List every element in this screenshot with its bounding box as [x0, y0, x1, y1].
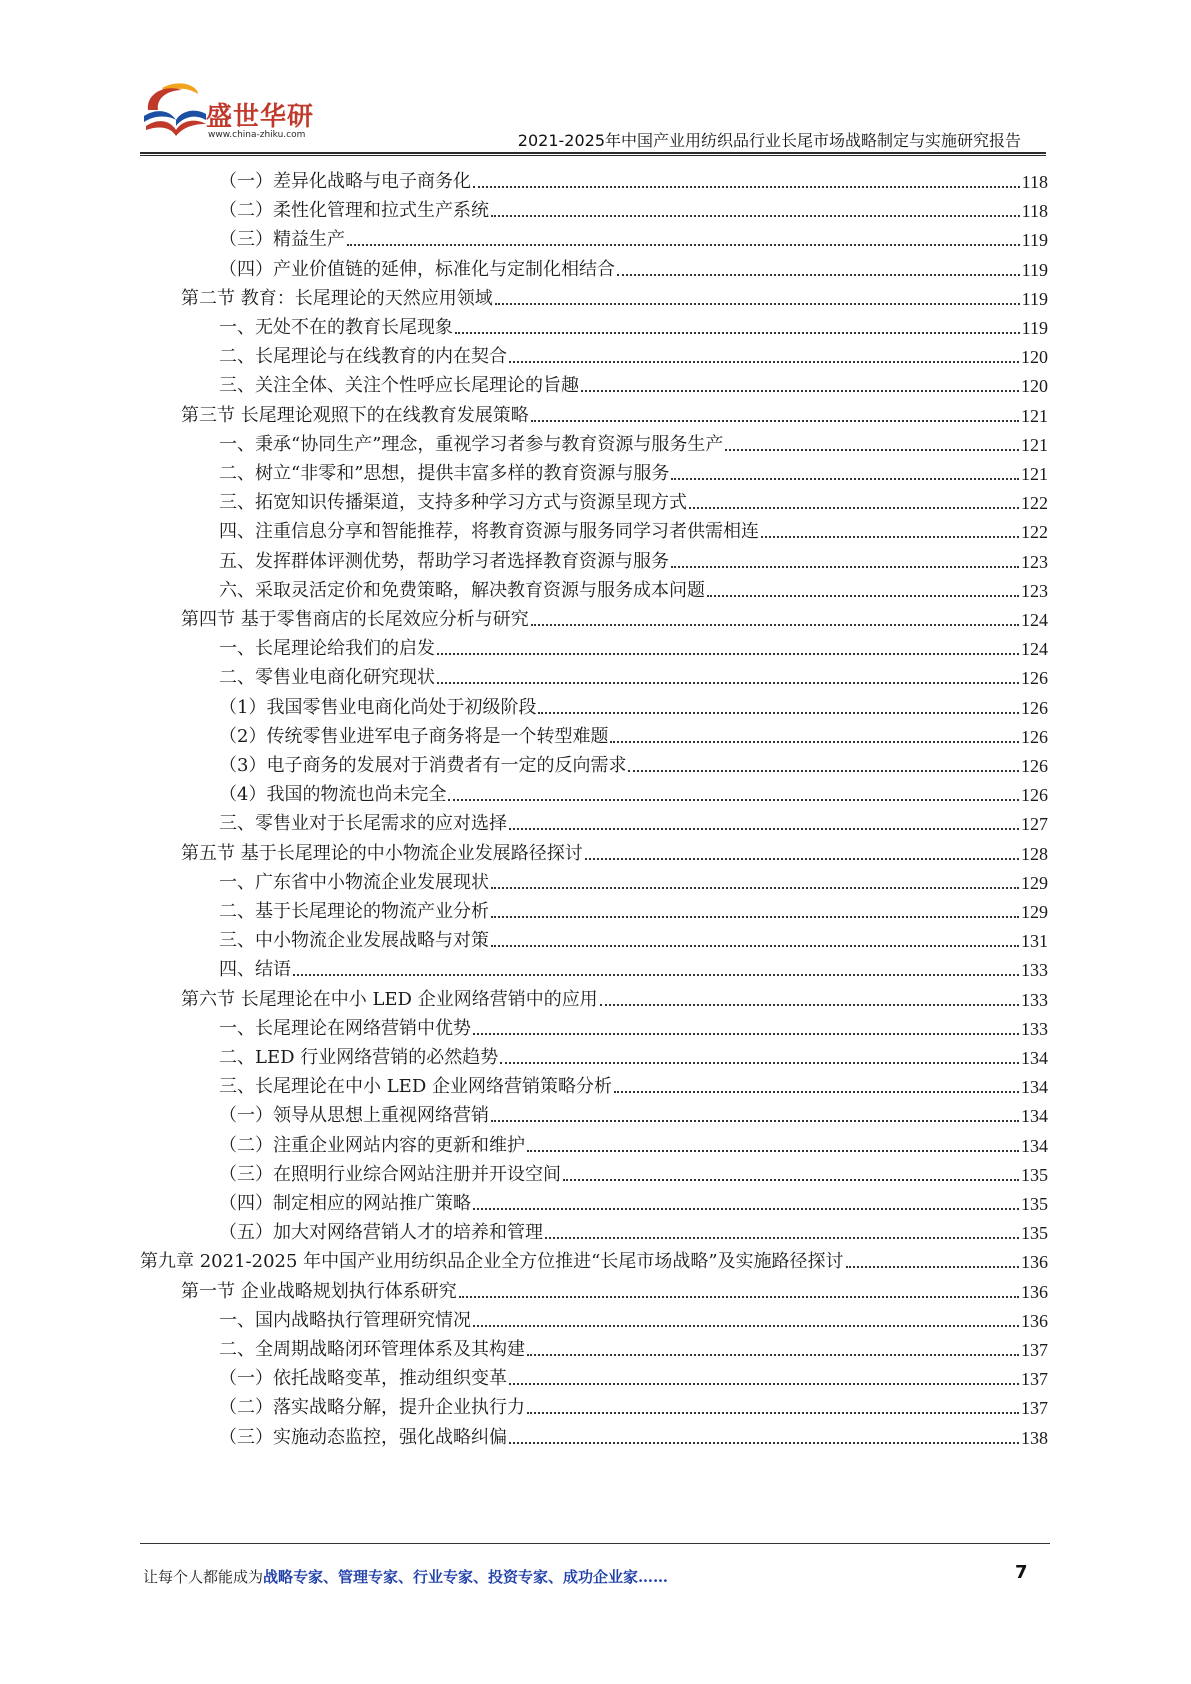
- toc-dot-leader: [617, 274, 1020, 276]
- toc-dot-leader: [491, 945, 1019, 947]
- toc-dot-leader: [531, 624, 1019, 626]
- toc-entry[interactable]: [219, 309, 1048, 340]
- toc-entry[interactable]: [219, 1156, 1048, 1187]
- toc-entry-title: （二）柔性化管理和拉式生产系统: [219, 200, 489, 222]
- toc-entry[interactable]: [219, 1389, 1048, 1420]
- toc-dot-leader: [509, 828, 1019, 830]
- toc-dot-leader: [509, 1442, 1019, 1444]
- toc-entry-title: 四、注重信息分享和智能推荐，将教育资源与服务同学习者供需相连: [219, 521, 759, 543]
- toc-entry-page: 118: [1021, 201, 1048, 222]
- toc-entry-page: 126: [1021, 697, 1048, 718]
- toc-entry[interactable]: [219, 513, 1048, 544]
- toc-entry[interactable]: [219, 776, 1048, 807]
- toc-entry-title: 五、发挥群体评测优势，帮助学习者选择教育资源与服务: [219, 550, 669, 572]
- toc-dot-leader: [491, 916, 1019, 918]
- footer-slogan: [143, 1566, 668, 1587]
- toc-entry-title: 第二节 教育：长尾理论的天然应用领域: [181, 287, 493, 309]
- toc-entry-title: （三）实施动态监控，强化战略纠偏: [219, 1426, 507, 1448]
- toc-entry-page: 136: [1021, 1252, 1048, 1273]
- toc-entry-title: 三、关注全体、关注个性呼应长尾理论的旨趣: [219, 375, 579, 397]
- toc-entry-title: 一、无处不在的教育长尾现象: [219, 317, 453, 338]
- toc-entry-page: 137: [1021, 1398, 1048, 1419]
- toc-dot-leader: [527, 1412, 1019, 1414]
- toc-entry[interactable]: [219, 1214, 1048, 1245]
- toc-entry-title: 一、国内战略执行管理研究情况: [219, 1309, 471, 1331]
- toc-entry[interactable]: [219, 367, 1048, 398]
- toc-entry[interactable]: [219, 1097, 1048, 1128]
- toc-entry-page: 126: [1021, 668, 1048, 689]
- toc-entry[interactable]: [181, 601, 1048, 632]
- toc-dot-leader: [293, 974, 1019, 976]
- toc-entry[interactable]: [219, 455, 1048, 486]
- toc-dot-leader: [614, 1091, 1019, 1093]
- toc-entry-page: 135: [1021, 1223, 1048, 1244]
- toc-entry-title: （4）我国的物流也尚未完全: [219, 784, 447, 806]
- toc-entry-page: 119: [1021, 318, 1048, 338]
- toc-dot-leader: [473, 1208, 1019, 1210]
- toc-entry[interactable]: [219, 192, 1048, 223]
- toc-entry-title: 二、零售业电商化研究现状: [219, 667, 435, 689]
- toc-entry-title: （3）电子商务的发展对于消费者有一定的反向需求: [219, 755, 627, 776]
- toc-entry-page: 134: [1021, 1106, 1048, 1127]
- toc-entry-title: （三）在照明行业综合网站注册并开设空间: [219, 1163, 561, 1185]
- toc-entry[interactable]: [181, 280, 1048, 311]
- header-divider: [140, 152, 1046, 154]
- logo-emblem-icon: [140, 80, 210, 142]
- toc-entry-title: 三、长尾理论在中小 LED 企业网络营销策略分析: [219, 1076, 612, 1098]
- toc-entry-page: 123: [1021, 551, 1048, 572]
- toc-entry-title: 一、广东省中小物流企业发展现状: [219, 871, 489, 893]
- toc-entry-page: 119: [1021, 288, 1048, 309]
- toc-entry-page: 128: [1021, 843, 1048, 864]
- toc-dot-leader: [509, 1383, 1019, 1385]
- toc-entry-title: 第三节 长尾理论观照下的在线教育发展策略: [181, 404, 529, 426]
- toc-dot-leader: [473, 186, 1020, 188]
- toc-entry-title: 二、基于长尾理论的物流产业分析: [219, 901, 489, 922]
- toc-entry[interactable]: [140, 1243, 1048, 1274]
- toc-entry-title: （一）领导从思想上重视网络营销: [219, 1105, 489, 1127]
- toc-dot-leader: [545, 1237, 1019, 1239]
- toc-entry-title: 六、采取灵活定价和免费策略，解决教育资源与服务成本问题: [219, 579, 705, 601]
- toc-dot-leader: [473, 1033, 1019, 1035]
- toc-dot-leader: [581, 390, 1019, 392]
- toc-entry[interactable]: [219, 1331, 1048, 1362]
- toc-entry-page: 135: [1021, 1194, 1048, 1214]
- toc-entry-title: 第九章 2021-2025 年中国产业用纺织品企业全方位推进“长尾市场战略”及实施路径探讨: [140, 1251, 844, 1273]
- toc-dot-leader: [455, 332, 1020, 334]
- toc-entry[interactable]: [219, 630, 1048, 661]
- toc-entry[interactable]: [219, 221, 1048, 252]
- toc-dot-leader: [689, 507, 1019, 509]
- toc-entry[interactable]: [219, 1360, 1048, 1391]
- toc-entry-page: 127: [1021, 814, 1048, 835]
- toc-entry[interactable]: [219, 338, 1048, 369]
- toc-entry-page: 135: [1021, 1164, 1048, 1185]
- toc-entry-page: 126: [1021, 726, 1048, 747]
- toc-entry-page: 122: [1021, 493, 1048, 514]
- toc-entry-title: （二）落实战略分解，提升企业执行力: [219, 1397, 525, 1419]
- toc-entry[interactable]: [219, 1185, 1048, 1216]
- toc-entry[interactable]: [219, 1419, 1048, 1450]
- page-header: [0, 0, 1191, 150]
- toc-entry-page: 122: [1021, 522, 1048, 543]
- toc-entry[interactable]: [219, 1302, 1048, 1333]
- toc-dot-leader: [725, 449, 1019, 451]
- toc-entry[interactable]: [219, 484, 1048, 515]
- logo-text: 盛世华研: [206, 102, 315, 132]
- toc-entry-page: 126: [1021, 756, 1048, 776]
- toc-entry-title: （四）产业价值链的延伸，标准化与定制化相结合: [219, 258, 615, 280]
- toc-entry-title: 第五节 基于长尾理论的中小物流企业发展路径探讨: [181, 842, 583, 864]
- toc-entry-page: 133: [1021, 989, 1048, 1010]
- toc-entry-page: 136: [1021, 1281, 1048, 1302]
- toc-entry-page: 134: [1021, 1048, 1048, 1068]
- toc-entry-title: （一）依托战略变革，推动组织变革: [219, 1368, 507, 1390]
- toc-dot-leader: [495, 303, 1020, 305]
- toc-entry-page: 137: [1021, 1369, 1048, 1390]
- logo-url: www.china-zhiku.com: [208, 130, 306, 140]
- toc-entry[interactable]: [219, 543, 1048, 574]
- toc-entry-page: 124: [1021, 610, 1048, 630]
- toc-entry-page: 121: [1021, 464, 1048, 484]
- toc-dot-leader: [585, 858, 1019, 860]
- toc-entry-title: 二、全周期战略闭环管理体系及其构建: [219, 1339, 525, 1360]
- toc-entry[interactable]: [219, 251, 1048, 282]
- toc-entry[interactable]: [219, 426, 1048, 457]
- toc-entry[interactable]: [181, 981, 1048, 1012]
- toc-entry-page: 134: [1021, 1077, 1048, 1098]
- toc-dot-leader: [671, 566, 1019, 568]
- toc-dot-leader: [473, 1325, 1019, 1327]
- toc-entry[interactable]: [219, 1068, 1048, 1099]
- toc-dot-leader: [628, 770, 1019, 772]
- toc-entry-title: （二）注重企业网站内容的更新和维护: [219, 1134, 525, 1156]
- page-number: 7: [1015, 1562, 1028, 1583]
- toc-dot-leader: [448, 799, 1019, 801]
- toc-entry-title: 四、结语: [219, 959, 291, 981]
- toc-entry[interactable]: [219, 864, 1048, 895]
- toc-entry-title: （2）传统零售业进军电子商务将是一个转型难题: [219, 725, 609, 747]
- toc-entry-title: 一、秉承“协同生产”理念，重视学习者参与教育资源与服务生产: [219, 433, 724, 455]
- toc-entry[interactable]: [219, 747, 1048, 778]
- toc-entry-page: 120: [1021, 376, 1048, 397]
- footer-slogan-lead: 让每个人都能成为: [143, 1568, 264, 1586]
- toc-dot-leader: [347, 244, 1020, 246]
- toc-entry-title: 一、长尾理论给我们的启发: [219, 638, 435, 660]
- toc-entry-title: （五）加大对网络营销人才的培养和管理: [219, 1222, 543, 1244]
- footer-divider: [140, 1543, 1050, 1544]
- toc-dot-leader: [500, 1062, 1019, 1064]
- toc-dot-leader: [846, 1266, 1019, 1268]
- toc-entry-page: 129: [1021, 902, 1048, 922]
- header-divider-thin: [140, 155, 1046, 156]
- toc-entry[interactable]: [181, 835, 1048, 866]
- toc-entry[interactable]: [219, 163, 1048, 194]
- toc-dot-leader: [538, 712, 1019, 714]
- toc-entry-page: 121: [1021, 405, 1048, 426]
- toc-entry[interactable]: [219, 1010, 1048, 1041]
- toc-dot-leader: [600, 1004, 1019, 1006]
- toc-entry[interactable]: [219, 718, 1048, 749]
- toc-dot-leader: [707, 595, 1019, 597]
- toc-entry[interactable]: [181, 1273, 1048, 1304]
- toc-entry-title: （1）我国零售业电商化尚处于初级阶段: [219, 696, 537, 718]
- toc-dot-leader: [491, 215, 1020, 217]
- toc-dot-leader: [563, 1179, 1019, 1181]
- toc-entry-page: 123: [1021, 580, 1048, 601]
- toc-entry[interactable]: [219, 1127, 1048, 1158]
- toc-entry-page: 131: [1021, 931, 1048, 952]
- company-logo: [140, 80, 315, 150]
- toc-entry-page: 137: [1021, 1340, 1048, 1360]
- toc-dot-leader: [527, 1354, 1019, 1356]
- toc-entry[interactable]: [219, 689, 1048, 720]
- toc-entry-page: 119: [1021, 230, 1048, 251]
- toc-entry-page: 118: [1021, 172, 1048, 192]
- toc-entry-title: 二、树立“非零和”思想，提供丰富多样的教育资源与服务: [219, 463, 670, 484]
- toc-entry-page: 119: [1021, 259, 1048, 280]
- toc-dot-leader: [761, 536, 1019, 538]
- toc-entry[interactable]: [181, 397, 1048, 428]
- toc-entry-title: （四）制定相应的网站推广策略: [219, 1193, 471, 1214]
- toc-entry[interactable]: [219, 659, 1048, 690]
- toc-dot-leader: [459, 1296, 1019, 1298]
- toc-entry-page: 133: [1021, 960, 1048, 981]
- toc-entry-title: 三、零售业对于长尾需求的应对选择: [219, 813, 507, 835]
- toc-dot-leader: [437, 682, 1019, 684]
- toc-entry[interactable]: [219, 572, 1048, 603]
- toc-entry-page: 121: [1021, 434, 1048, 455]
- toc-entry[interactable]: [219, 922, 1048, 953]
- toc-entry-title: 第一节 企业战略规划执行体系研究: [181, 1280, 457, 1302]
- toc-dot-leader: [491, 1120, 1019, 1122]
- toc-dot-leader: [509, 361, 1019, 363]
- toc-dot-leader: [671, 478, 1019, 480]
- toc-dot-leader: [531, 420, 1019, 422]
- toc-entry-page: 129: [1021, 872, 1048, 893]
- toc-entry-title: （三）精益生产: [219, 229, 345, 251]
- toc-entry-title: 第六节 长尾理论在中小 LED 企业网络营销中的应用: [181, 988, 598, 1010]
- toc-dot-leader: [437, 653, 1019, 655]
- toc-dot-leader: [610, 741, 1019, 743]
- toc-entry-title: 第四节 基于零售商店的长尾效应分析与研究: [181, 609, 529, 630]
- toc-entry-page: 136: [1021, 1310, 1048, 1331]
- toc-entry-page: 120: [1021, 347, 1048, 368]
- toc-entry-page: 138: [1021, 1427, 1048, 1448]
- toc-entry[interactable]: [219, 951, 1048, 982]
- toc-dot-leader: [491, 887, 1019, 889]
- toc-entry-title: 二、长尾理论与在线教育的内在契合: [219, 346, 507, 368]
- toc-entry[interactable]: [219, 893, 1048, 924]
- toc-entry-title: （一）差异化战略与电子商务化: [219, 171, 471, 192]
- toc-entry-page: 134: [1021, 1135, 1048, 1156]
- footer-slogan-emphasis: 战略专家、管理专家、行业专家、投资专家、成功企业家……: [263, 1568, 669, 1586]
- toc-entry-title: 三、中小物流企业发展战略与对策: [219, 930, 489, 952]
- toc-entry[interactable]: [219, 1039, 1048, 1070]
- toc-entry-title: 二、LED 行业网络营销的必然趋势: [219, 1047, 499, 1068]
- toc-entry-page: 126: [1021, 785, 1048, 806]
- report-title: 2021-2025年中国产业用纺织品行业长尾市场战略制定与实施研究报告: [517, 131, 1021, 150]
- toc-dot-leader: [527, 1150, 1019, 1152]
- toc-entry-title: 一、长尾理论在网络营销中优势: [219, 1017, 471, 1039]
- toc-entry[interactable]: [219, 805, 1048, 836]
- toc-entry-page: 133: [1021, 1018, 1048, 1039]
- toc-entry-title: 三、拓宽知识传播渠道，支持多种学习方式与资源呈现方式: [219, 492, 687, 514]
- toc-entry-page: 124: [1021, 639, 1048, 660]
